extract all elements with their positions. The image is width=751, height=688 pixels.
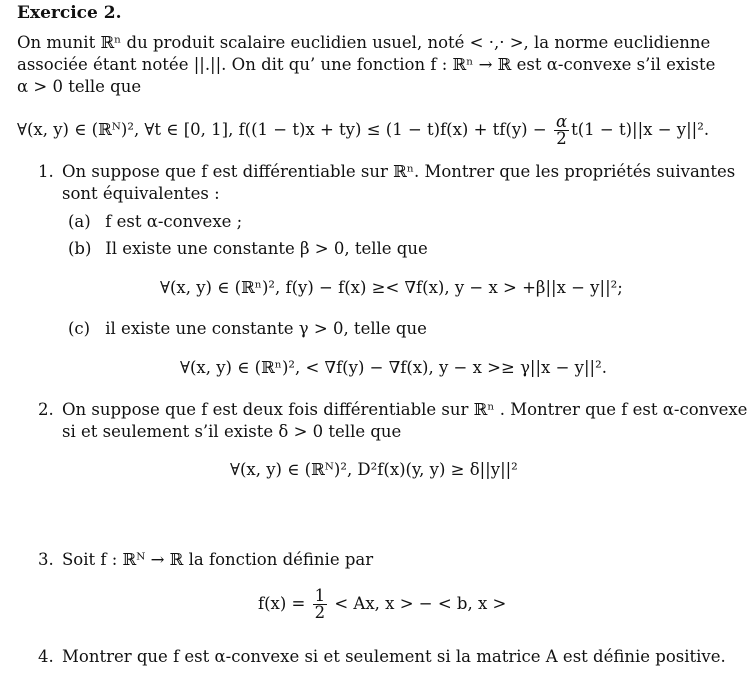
main-equation [17,114,709,147]
equation-question-3 [258,588,506,621]
question-text [62,399,748,443]
question-number: 1. [38,162,54,181]
subquestion-text: f est α-convexe ; [105,212,243,231]
subquestion-label: (c) [68,319,91,338]
question-2-line-1: On suppose que f est deux fois différentiable sur ℝⁿ . Montrer que f est α-convexe [62,400,748,419]
question-number: 2. [38,400,54,419]
question-2 [38,399,748,445]
question-1-line-2: sont équivalentes : [62,184,220,203]
subquestion-a [68,211,242,233]
question-2-line-2: si et seulement s’il existe δ > 0 telle que [62,422,402,441]
exercise-title: Exercice 2. [17,3,122,23]
question-1 [38,161,736,207]
question-number: 4. [38,647,54,666]
fraction-numerator: α [555,112,568,131]
equation-question-2: ∀(x, y) ∈ (ℝᴺ)², D²f(x)(y, y) ≥ δ||y||² [230,460,518,479]
intro-paragraph [17,32,716,98]
main-equation-left: ∀(x, y) ∈ (ℝᴺ)², ∀t ∈ [0, 1], f((1 − t)x + ty) ≤ (1 − t)f(x) + tf(y) − [17,120,547,139]
equation-b: ∀(x, y) ∈ (ℝⁿ)², f(y) − f(x) ≥< ∇f(x), y − x > +β||x − y||²; [160,278,623,297]
equation-c: ∀(x, y) ∈ (ℝⁿ)², < ∇f(y) − ∇f(x), y − x >≥ γ||x − y||². [180,358,607,377]
question-4 [38,646,726,670]
question-number: 3. [38,550,54,569]
question-3 [38,549,703,573]
subquestion-b [68,238,428,260]
subquestion-text: il existe une constante γ > 0, telle que [105,319,427,338]
intro-line-3: α > 0 telle que [17,77,142,96]
subquestion-text: Il existe une constante β > 0, telle que [105,239,428,258]
question-4-line-1: Montrer que f est α-convexe si et seulement si la matrice A est définie positive. [62,647,726,666]
subquestion-label: (b) [68,239,92,258]
main-equation-fraction [554,114,569,147]
main-equation-right: t(1 − t)||x − y||². [571,120,710,139]
equation-fraction [313,588,328,621]
intro-line-1: On munit ℝⁿ du produit scalaire euclidien usuel, noté < ·,· >, la norme euclidienne [17,33,711,52]
equation-left: f(x) = [258,594,306,613]
question-1-line-1: On suppose que f est différentiable sur ℝⁿ. Montrer que les propriétés suivantes [62,162,736,181]
equation-right: < Ax, x > − < b, x > [334,594,507,613]
question-text [62,161,736,205]
fraction-numerator: 1 [314,586,326,605]
subquestion-label: (a) [68,212,91,231]
fraction-denominator: 2 [314,603,326,622]
question-text [62,646,726,668]
question-3-line-1: Soit f : ℝᴺ → ℝ la fonction définie par [62,550,374,569]
question-text [62,549,704,571]
fraction-denominator: 2 [556,129,567,148]
intro-line-2: associée étant notée ||.||. On dit qu’ une fonction f : ℝⁿ → ℝ est α-convexe s’il existe [17,55,716,74]
subquestion-c [68,318,427,340]
